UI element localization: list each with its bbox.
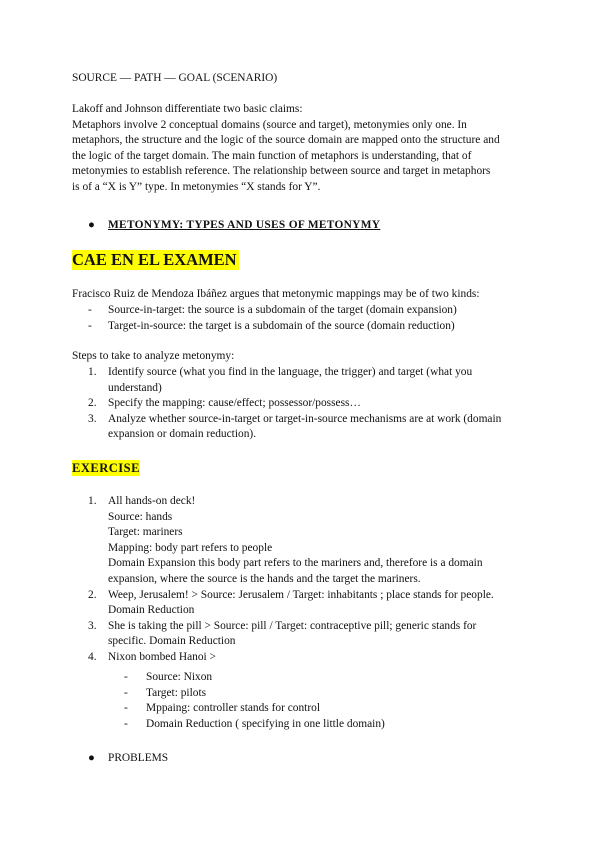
page-title: SOURCE — PATH — GOAL (SCENARIO) bbox=[72, 72, 278, 84]
list-item: - Target: pilots bbox=[124, 686, 207, 699]
ruiz-intro: Fracisco Ruiz de Mendoza Ibáñez argues that metonymic mappings may be of two kinds: bbox=[72, 288, 480, 300]
list-item: 1. All hands-on deck! Source: hands Target: mariners Mapping: body part refers to people Domain Expansion this body part refers to the mariners and, therefore is a domain expansion, where the source is the hands and the target the mariners. bbox=[88, 495, 483, 585]
list-item: - Source: Nixon bbox=[124, 671, 213, 683]
steps-intro: Steps to take to analyze metonymy: bbox=[72, 350, 235, 362]
nixon-sublist bbox=[124, 670, 385, 732]
intro-line: the logic of the target domain. The main function of metaphors is understanding, that of bbox=[72, 149, 472, 162]
intro-line: metonymies to establish reference. The relationship between source and target in metaphors bbox=[72, 165, 491, 178]
mapping-kinds-list bbox=[88, 303, 457, 334]
list-item: 2. Specify the mapping: cause/effect; possessor/possess… bbox=[88, 397, 361, 410]
list-item: 3. Analyze whether source-in-target or target-in-source mechanisms are at work (domain expansion or domain reduction). bbox=[88, 412, 502, 441]
list-item: 2. Weep, Jerusalem! > Source: Jerusalem / Target: inhabitants ; place stands for people. Domain Reduction bbox=[88, 588, 494, 617]
list-item: - Mppaing: controller stands for control bbox=[124, 702, 320, 715]
exercise-list bbox=[88, 494, 538, 666]
exercise-heading: EXERCISE bbox=[72, 461, 140, 475]
metonymy-heading: METONYMY: TYPES AND USES OF METONYMY bbox=[108, 219, 381, 231]
exam-banner: CAE EN EL EXAMEN bbox=[72, 250, 237, 269]
bullet-dot-icon: ● bbox=[88, 752, 95, 764]
intro-line: is of a “X is Y” type. In metonymies “X stands for Y”. bbox=[72, 180, 321, 193]
intro-line: Lakoff and Johnson differentiate two basic claims: bbox=[72, 103, 303, 115]
list-item: - Source-in-target: the source is a subdomain of the target (domain expansion) bbox=[88, 304, 457, 316]
intro-paragraph bbox=[72, 102, 542, 196]
intro-line: metaphors, the structure and the logic of the source domain are mapped onto the structure and bbox=[72, 134, 500, 147]
bullet-dot-icon: ● bbox=[88, 219, 95, 231]
list-item: 1. Identify source (what you find in the language, the trigger) and target (what you understand) bbox=[88, 366, 473, 394]
intro-line: Metaphors involve 2 conceptual domains (source and target), metonymies only one. In bbox=[72, 118, 467, 131]
steps-list bbox=[88, 365, 538, 443]
problems-heading: PROBLEMS bbox=[108, 752, 169, 764]
list-item: - Domain Reduction ( specifying in one little domain) bbox=[124, 717, 385, 730]
list-item: - Target-in-source: the target is a subdomain of the source (domain reduction) bbox=[88, 319, 455, 332]
list-item: 3. She is taking the pill > Source: pill / Target: contraceptive pill; generic stands for specific. Domain Reduction bbox=[88, 619, 477, 648]
list-item: 4. Nixon bombed Hanoi > bbox=[88, 650, 216, 663]
